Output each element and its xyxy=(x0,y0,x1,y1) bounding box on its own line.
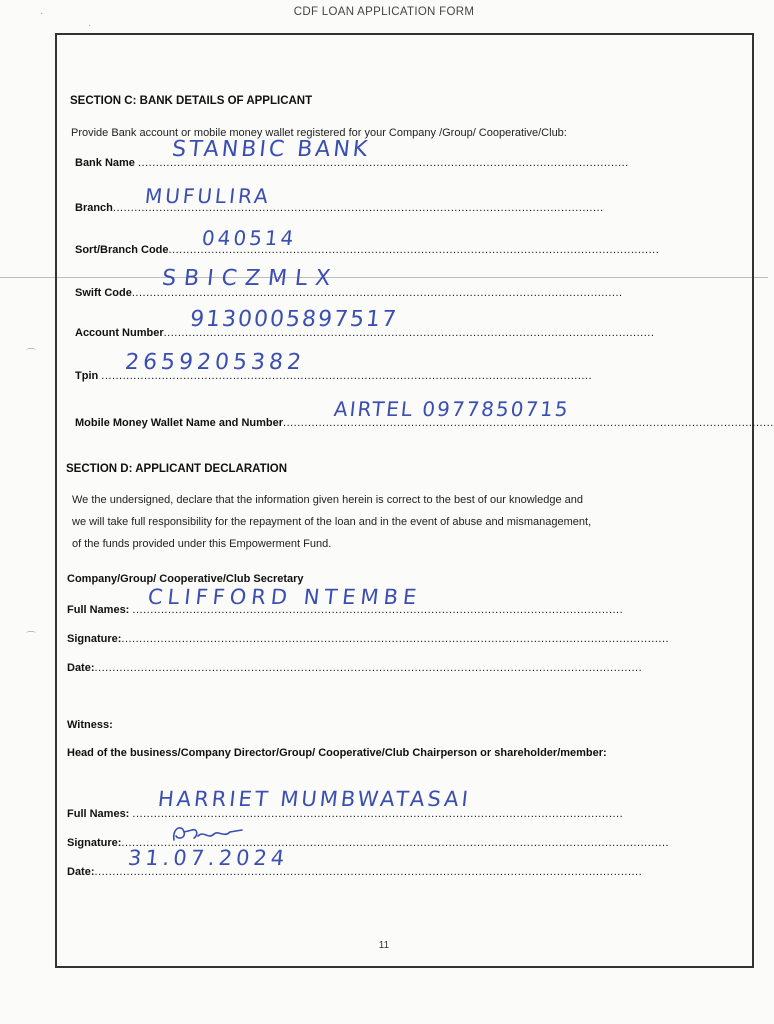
secretary-date-field[interactable]: Date:.......................................................................................................................................................... xyxy=(67,662,643,674)
account-number-label: Account Number xyxy=(75,327,164,339)
account-number-value: 9130005897517 xyxy=(188,307,400,332)
secretary-signature-field[interactable]: Signature:.......................................................................................................................................................... xyxy=(67,633,670,645)
scan-speck: ⌒ xyxy=(26,349,36,360)
tpin-value: 2659205382 xyxy=(123,350,307,375)
mobile-money-label: Mobile Money Wallet Name and Number xyxy=(75,417,284,429)
bank-name-value: STANBIC BANK xyxy=(170,137,372,162)
scan-speck: ⌒ xyxy=(26,632,36,643)
witness-signature-field[interactable]: Signature:.......................................................................................................................................................... xyxy=(67,837,670,849)
secretary-date-label: Date: xyxy=(67,662,95,674)
section-c-title: SECTION C: BANK DETAILS OF APPLICANT xyxy=(70,95,313,107)
mobile-money-value: AIRTEL 0977850715 xyxy=(332,397,571,421)
branch-value: MUFULIRA xyxy=(143,184,273,208)
scan-speck: · xyxy=(40,8,44,19)
bank-name-label: Bank Name xyxy=(75,157,135,169)
branch-label: Branch xyxy=(75,202,113,214)
witness-full-names-field[interactable]: Full Names: .......................................................................................................................................... xyxy=(67,808,624,820)
bank-name-field[interactable]: Bank Name .......................................................................................................................................... xyxy=(75,157,629,169)
declaration-line-2: we will take full responsibility for the repayment of the loan and in the event of abuse and mismanagement, xyxy=(72,516,592,528)
witness-signature-mark xyxy=(168,820,248,846)
form-title: CDF LOAN APPLICATION FORM xyxy=(293,6,475,18)
witness-role: Head of the business/Company Director/Group/ Cooperative/Club Chairperson or shareholder/member: xyxy=(67,747,607,759)
secretary-signature-label: Signature: xyxy=(67,633,122,645)
secretary-full-names-label: Full Names: xyxy=(67,604,130,616)
witness-signature-label: Signature: xyxy=(67,837,122,849)
tpin-label: Tpin xyxy=(75,370,99,382)
tpin-field[interactable]: Tpin .......................................................................................................................................... xyxy=(75,370,593,382)
witness-heading: Witness: xyxy=(67,719,113,731)
sort-code-value: 040514 xyxy=(200,226,298,250)
swift-code-field[interactable]: Swift Code.......................................................................................................................................... xyxy=(75,287,623,299)
secretary-full-names-value: CLIFFORD NTEMBE xyxy=(146,585,423,609)
witness-full-names-value: HARRIET MUMBWATASAI xyxy=(156,787,473,811)
declaration-line-3: of the funds provided under this Empowerment Fund. xyxy=(72,538,332,550)
witness-date-field[interactable]: Date:.......................................................................................................................................................... xyxy=(67,866,643,878)
branch-field[interactable]: Branch.......................................................................................................................................... xyxy=(75,202,604,214)
secretary-full-names-field[interactable]: Full Names: .......................................................................................................................................... xyxy=(67,604,624,616)
section-c-instruction: Provide Bank account or mobile money wallet registered for your Company /Group/ Cooperative/Club: xyxy=(71,127,567,139)
scan-speck: · xyxy=(88,20,92,31)
witness-full-names-label: Full Names: xyxy=(67,808,130,820)
account-number-field[interactable]: Account Number.......................................................................................................................................... xyxy=(75,327,655,339)
page-number: 11 xyxy=(378,940,390,951)
swift-code-label: Swift Code xyxy=(75,287,132,299)
witness-date-value: 31.07.2024 xyxy=(126,846,290,870)
secretary-heading: Company/Group/ Cooperative/Club Secretary xyxy=(67,573,304,585)
witness-date-label: Date: xyxy=(67,866,95,878)
sort-code-field[interactable]: Sort/Branch Code.......................................................................................................................................... xyxy=(75,244,660,256)
declaration-line-1: We the undersigned, declare that the information given herein is correct to the best of our knowledge and xyxy=(72,494,583,506)
swift-code-value: SBICZMLX xyxy=(160,266,340,291)
section-d-title: SECTION D: APPLICANT DECLARATION xyxy=(66,463,288,475)
mobile-money-field[interactable]: Mobile Money Wallet Name and Number.......................................................................................................................................... xyxy=(75,417,774,429)
sort-code-label: Sort/Branch Code xyxy=(75,244,169,256)
